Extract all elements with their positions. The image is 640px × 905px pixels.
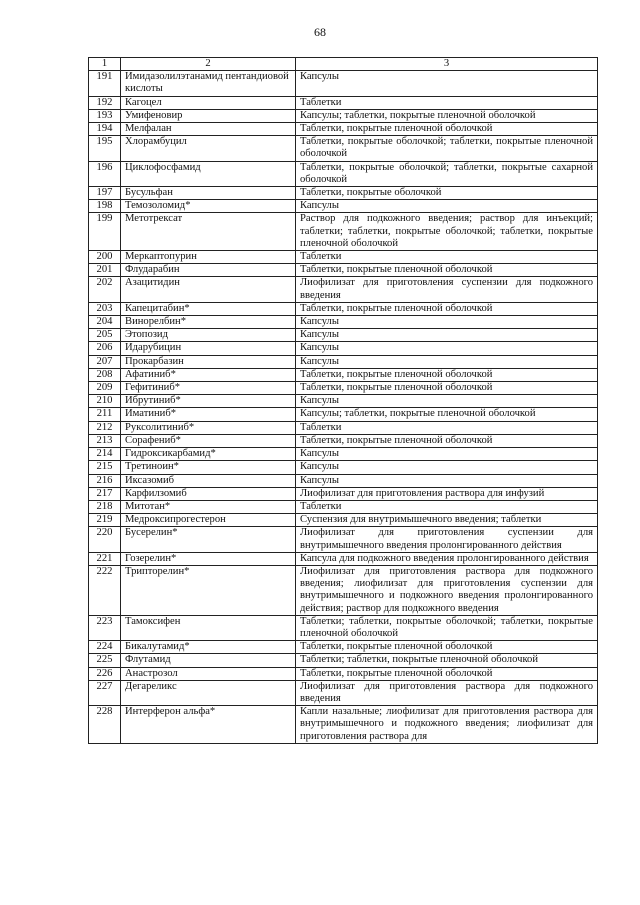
row-number: 193	[89, 109, 121, 122]
dosage-form: Капсулы; таблетки, покрытые пленочной оболочкой	[296, 408, 598, 421]
dosage-form: Таблетки	[296, 421, 598, 434]
row-number: 191	[89, 71, 121, 96]
header-col-3: 3	[296, 58, 598, 71]
header-col-2: 2	[121, 58, 296, 71]
table-row	[89, 461, 598, 474]
drug-name: Карфилзомиб	[121, 487, 296, 500]
table-row	[89, 552, 598, 565]
dosage-form: Таблетки, покрытые оболочкой; таблетки, покрытые сахарной оболочкой	[296, 161, 598, 186]
dosage-form: Лиофилизат для приготовления раствора для подкожного введения; лиофилизат для приготовления суспензии для внутримышечного и подкожного введения пролонгированного действия; раствор для подкожного введения	[296, 565, 598, 615]
table-row	[89, 277, 598, 302]
row-number: 228	[89, 706, 121, 744]
dosage-form: Капли назальные; лиофилизат для приготовления раствора для внутримышечного и подкожного введения; лиофилизат для приготовления раствора для	[296, 706, 598, 744]
table-row	[89, 654, 598, 667]
table-row	[89, 213, 598, 251]
row-number: 212	[89, 421, 121, 434]
drug-name: Гефитиниб*	[121, 382, 296, 395]
drug-name: Имидазолилэтанамид пентандиовой кислоты	[121, 71, 296, 96]
drug-table	[88, 57, 598, 744]
row-number: 198	[89, 200, 121, 213]
drug-name: Иксазомиб	[121, 474, 296, 487]
dosage-form: Таблетки	[296, 500, 598, 513]
row-number: 210	[89, 395, 121, 408]
dosage-form: Капсулы; таблетки, покрытые пленочной оболочкой	[296, 109, 598, 122]
page-number: 68	[314, 25, 326, 39]
row-number: 222	[89, 565, 121, 615]
table-row	[89, 487, 598, 500]
table-row	[89, 302, 598, 315]
row-number: 201	[89, 264, 121, 277]
table-row	[89, 474, 598, 487]
drug-name: Дегареликс	[121, 680, 296, 705]
drug-name: Ибрутиниб*	[121, 395, 296, 408]
table-row	[89, 161, 598, 186]
drug-name: Третиноин*	[121, 461, 296, 474]
table-header-row	[89, 58, 598, 71]
table-row	[89, 342, 598, 355]
drug-name: Меркаптопурин	[121, 251, 296, 264]
drug-name: Азацитидин	[121, 277, 296, 302]
table-row	[89, 395, 598, 408]
dosage-form: Капсулы	[296, 355, 598, 368]
dosage-form: Таблетки, покрытые пленочной оболочкой	[296, 667, 598, 680]
dosage-form: Лиофилизат для приготовления суспензии для внутримышечного введения пролонгированного действия	[296, 527, 598, 552]
dosage-form: Таблетки	[296, 96, 598, 109]
dosage-form: Таблетки, покрытые пленочной оболочкой	[296, 434, 598, 447]
drug-name: Метотрексат	[121, 213, 296, 251]
drug-name: Флутамид	[121, 654, 296, 667]
table-row	[89, 355, 598, 368]
dosage-form: Капсулы	[296, 395, 598, 408]
row-number: 209	[89, 382, 121, 395]
row-number: 223	[89, 615, 121, 640]
table-row	[89, 109, 598, 122]
row-number: 206	[89, 342, 121, 355]
table-row	[89, 615, 598, 640]
row-number: 192	[89, 96, 121, 109]
table-row	[89, 565, 598, 615]
dosage-form: Суспензия для внутримышечного введения; таблетки	[296, 514, 598, 527]
drug-name: Этопозид	[121, 329, 296, 342]
dosage-form: Таблетки; таблетки, покрытые оболочкой; таблетки, покрытые пленочной оболочкой	[296, 615, 598, 640]
row-number: 221	[89, 552, 121, 565]
drug-name: Тамоксифен	[121, 615, 296, 640]
dosage-form: Таблетки	[296, 251, 598, 264]
row-number: 194	[89, 123, 121, 136]
dosage-form: Таблетки, покрытые пленочной оболочкой	[296, 123, 598, 136]
row-number: 195	[89, 136, 121, 161]
table-row	[89, 187, 598, 200]
drug-name: Хлорамбуцил	[121, 136, 296, 161]
row-number: 227	[89, 680, 121, 705]
drug-name: Флударабин	[121, 264, 296, 277]
table-row	[89, 368, 598, 381]
row-number: 213	[89, 434, 121, 447]
dosage-form: Капсулы	[296, 474, 598, 487]
table-row	[89, 514, 598, 527]
row-number: 216	[89, 474, 121, 487]
drug-name: Бусульфан	[121, 187, 296, 200]
drug-table-body	[89, 58, 598, 744]
table-row	[89, 667, 598, 680]
drug-name: Капецитабин*	[121, 302, 296, 315]
drug-name: Сорафениб*	[121, 434, 296, 447]
drug-name: Циклофосфамид	[121, 161, 296, 186]
row-number: 207	[89, 355, 121, 368]
table-row	[89, 500, 598, 513]
table-row	[89, 434, 598, 447]
table-row	[89, 329, 598, 342]
dosage-form: Капсулы	[296, 316, 598, 329]
row-number: 215	[89, 461, 121, 474]
row-number: 211	[89, 408, 121, 421]
dosage-form: Таблетки, покрытые пленочной оболочкой	[296, 368, 598, 381]
drug-name: Винорелбин*	[121, 316, 296, 329]
drug-name: Анастрозол	[121, 667, 296, 680]
table-row	[89, 421, 598, 434]
dosage-form: Лиофилизат для приготовления раствора для инфузий	[296, 487, 598, 500]
drug-name: Руксолитиниб*	[121, 421, 296, 434]
dosage-form: Таблетки, покрытые пленочной оболочкой	[296, 264, 598, 277]
row-number: 202	[89, 277, 121, 302]
dosage-form: Капсула для подкожного введения пролонгированного действия	[296, 552, 598, 565]
row-number: 224	[89, 641, 121, 654]
dosage-form: Таблетки, покрытые оболочкой	[296, 187, 598, 200]
row-number: 203	[89, 302, 121, 315]
dosage-form: Капсулы	[296, 342, 598, 355]
drug-name: Бикалутамид*	[121, 641, 296, 654]
dosage-form: Капсулы	[296, 71, 598, 96]
row-number: 226	[89, 667, 121, 680]
table-row	[89, 680, 598, 705]
drug-name: Кагоцел	[121, 96, 296, 109]
dosage-form: Капсулы	[296, 200, 598, 213]
table-row	[89, 123, 598, 136]
drug-name: Умифеновир	[121, 109, 296, 122]
row-number: 220	[89, 527, 121, 552]
drug-name: Мелфалан	[121, 123, 296, 136]
drug-name: Темозоломид*	[121, 200, 296, 213]
drug-name: Интерферон альфа*	[121, 706, 296, 744]
dosage-form: Таблетки, покрытые пленочной оболочкой	[296, 641, 598, 654]
dosage-form: Таблетки, покрытые оболочкой; таблетки, покрытые пленочной оболочкой	[296, 136, 598, 161]
table-row	[89, 382, 598, 395]
drug-name: Гозерелин*	[121, 552, 296, 565]
row-number: 199	[89, 213, 121, 251]
dosage-form: Лиофилизат для приготовления суспензии для подкожного введения	[296, 277, 598, 302]
table-row	[89, 71, 598, 96]
row-number: 217	[89, 487, 121, 500]
drug-name: Идарубицин	[121, 342, 296, 355]
row-number: 204	[89, 316, 121, 329]
table-row	[89, 448, 598, 461]
dosage-form: Таблетки, покрытые пленочной оболочкой	[296, 302, 598, 315]
row-number: 218	[89, 500, 121, 513]
drug-name: Гидроксикарбамид*	[121, 448, 296, 461]
table-row	[89, 264, 598, 277]
drug-name: Трипторелин*	[121, 565, 296, 615]
row-number: 197	[89, 187, 121, 200]
dosage-form: Капсулы	[296, 329, 598, 342]
table-row	[89, 200, 598, 213]
drug-name: Афатиниб*	[121, 368, 296, 381]
table-row	[89, 408, 598, 421]
dosage-form: Капсулы	[296, 461, 598, 474]
table-row	[89, 706, 598, 744]
drug-name: Бусерелин*	[121, 527, 296, 552]
dosage-form: Капсулы	[296, 448, 598, 461]
row-number: 205	[89, 329, 121, 342]
dosage-form: Лиофилизат для приготовления раствора для подкожного введения	[296, 680, 598, 705]
dosage-form: Таблетки; таблетки, покрытые пленочной оболочкой	[296, 654, 598, 667]
drug-name: Иматиниб*	[121, 408, 296, 421]
table-row	[89, 136, 598, 161]
row-number: 219	[89, 514, 121, 527]
drug-name: Митотан*	[121, 500, 296, 513]
drug-name: Прокарбазин	[121, 355, 296, 368]
row-number: 208	[89, 368, 121, 381]
table-row	[89, 527, 598, 552]
table-row	[89, 96, 598, 109]
dosage-form: Раствор для подкожного введения; раствор для инъекций; таблетки; таблетки, покрытые оболочкой; таблетки, покрытые пленочной оболочкой	[296, 213, 598, 251]
row-number: 225	[89, 654, 121, 667]
header-col-1: 1	[89, 58, 121, 71]
dosage-form: Таблетки, покрытые пленочной оболочкой	[296, 382, 598, 395]
row-number: 200	[89, 251, 121, 264]
table-row	[89, 641, 598, 654]
row-number: 214	[89, 448, 121, 461]
table-row	[89, 316, 598, 329]
drug-name: Медроксипрогестерон	[121, 514, 296, 527]
row-number: 196	[89, 161, 121, 186]
table-row	[89, 251, 598, 264]
